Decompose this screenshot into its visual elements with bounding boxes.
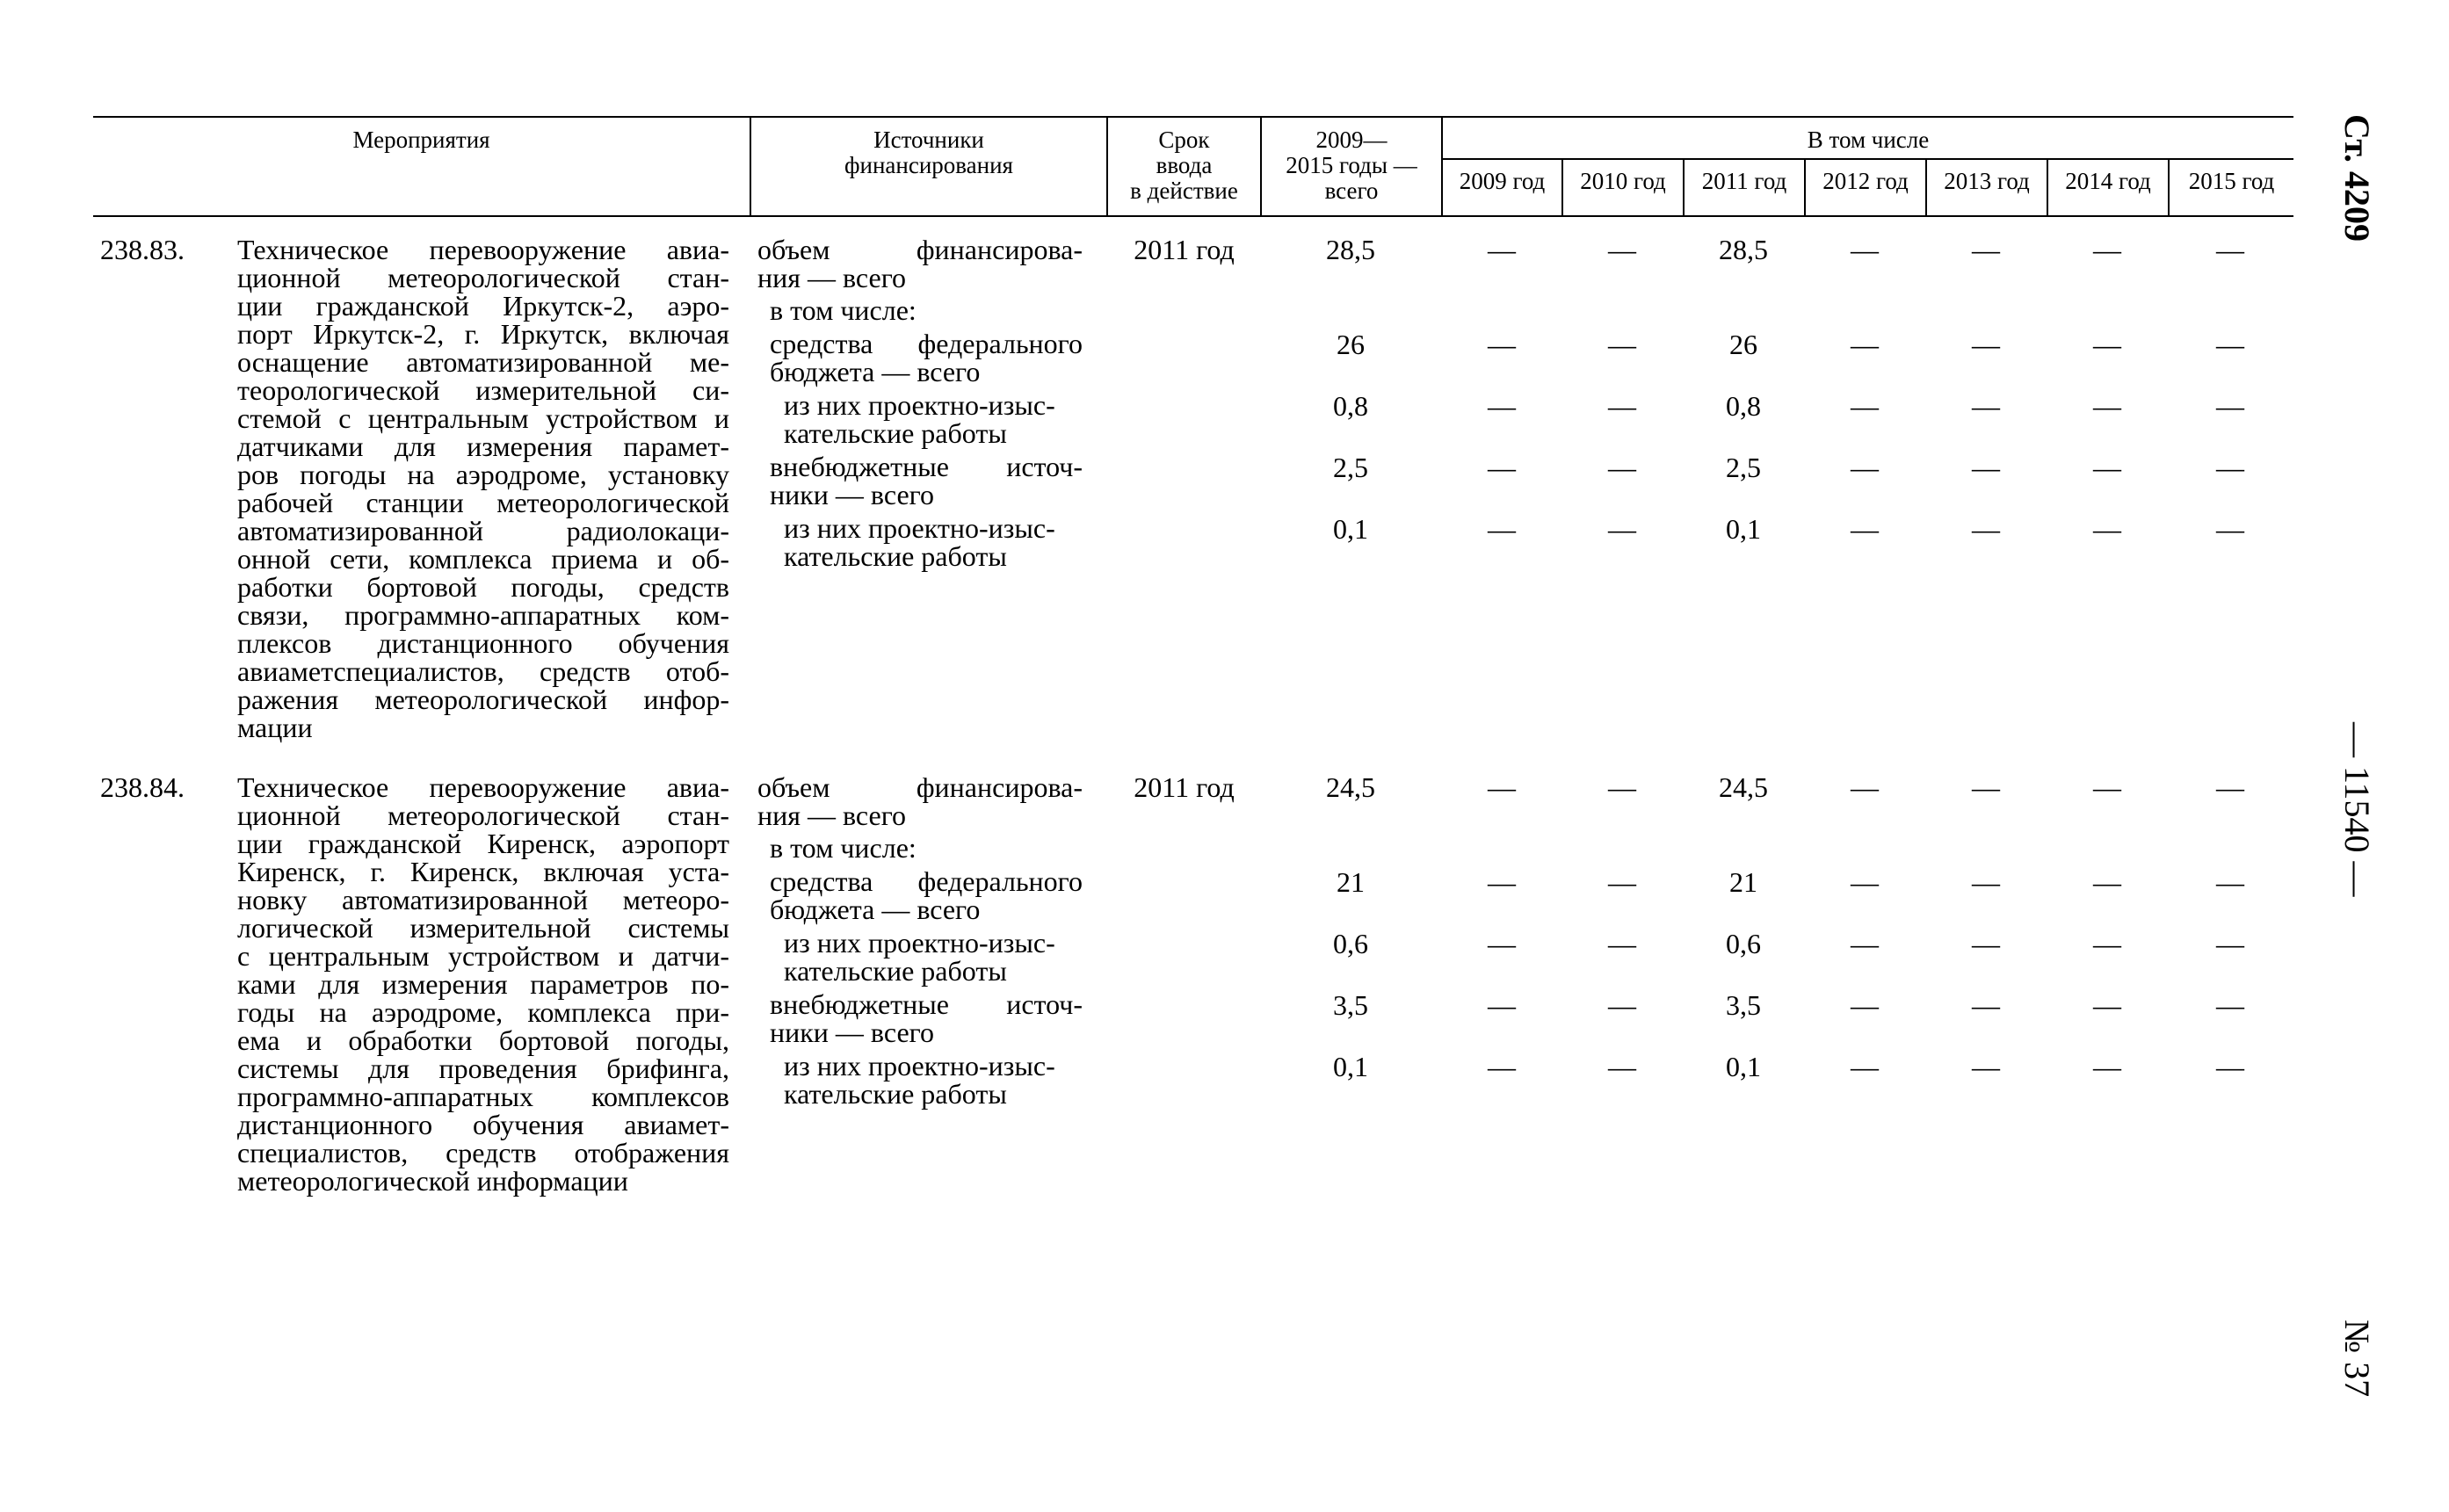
header-year: 2009 год [1459,168,1546,194]
description-line: логической измерительной системы [237,912,729,944]
source-total [757,773,1083,829]
header-term-line1: Срок [1158,127,1210,153]
source-line: кательские работы [784,955,1007,987]
value-year: — [2216,390,2244,422]
description-line: авиаметспециалистов, средств отоб- [237,655,729,687]
value-year: — [1851,329,1879,360]
row-description [237,773,729,1195]
value-year: 0,8 [1726,390,1761,422]
description-line: годы на аэродроме, комплекса при- [237,996,729,1028]
source-including [770,296,917,324]
value-year: — [1851,866,1879,898]
header-sources-line1: Источники [873,127,984,153]
source-extrabudget-rd [784,1052,1083,1108]
description-line: системы для проведения брифинга, [237,1053,729,1084]
value-year: — [1488,513,1516,545]
description-line: ражения метеорологической инфор- [237,684,729,715]
value-year: — [1972,329,2000,360]
description-line: оснащение автоматизированной ме- [237,346,729,378]
description-line: ционной метеорологической стан- [237,799,729,831]
value-year: — [1488,866,1516,898]
header-sources-line2: финансирования [844,152,1013,178]
source-extrabudget [770,990,1083,1046]
value-year: — [1851,513,1879,545]
description-line: плексов дистанционного обучения [237,627,729,659]
value-year: 0,6 [1726,928,1761,959]
value-total: 0,1 [1333,1051,1368,1082]
source-line: из них проектно-изыс- [784,927,1055,959]
value-year: — [1608,390,1636,422]
row-number: 238.84. [100,771,185,803]
description-line: мации [237,712,313,743]
value-total: 24,5 [1326,771,1375,803]
source-line: объем финансирова- [757,234,1083,265]
value-year: — [2093,1051,2121,1082]
value-total: 28,5 [1326,234,1375,265]
source-line: средства федерального [770,865,1083,897]
description-line: новку автоматизированной метеоро- [237,884,729,915]
source-federal-rd [784,391,1083,447]
description-line: ции гражданской Киренск, аэропорт [237,828,729,859]
description-line: ров погоды на аэродроме, установку [237,459,729,490]
description-line: датчиками для измерения парамет- [237,430,729,462]
description-line: связи, программно-аппаратных ком- [237,599,729,631]
source-line: в том числе: [770,832,917,864]
value-year: — [2216,866,2244,898]
issue-number: № 37 [2337,1320,2377,1398]
source-extrabudget [770,452,1083,509]
description-line: онной сети, комплекса приема и об- [237,543,729,575]
value-year: — [1972,390,2000,422]
value-year: — [2093,390,2121,422]
value-year: — [2093,771,2121,803]
description-line: Техническое перевооружение авиа- [237,771,729,803]
value-year: — [1851,989,1879,1021]
source-line: ники — всего [770,479,934,510]
value-year: — [1488,234,1516,265]
value-year: — [1488,390,1516,422]
source-line: внебюджетные источ- [770,451,1083,482]
value-total: 3,5 [1333,989,1368,1021]
description-line: Киренск, г. Киренск, включая уста- [237,856,729,887]
value-year: — [2093,866,2121,898]
header-term-line3: в действие [1130,177,1238,204]
value-year: — [1972,452,2000,483]
header-year: 2012 год [1822,168,1909,194]
source-total [757,235,1083,292]
value-year: 24,5 [1719,771,1768,803]
header-year: 2014 год [2065,168,2151,194]
source-line: бюджета — всего [770,893,981,925]
value-year: — [1851,452,1879,483]
value-year: — [2216,1051,2244,1082]
value-total: 21 [1337,866,1365,898]
description-line: ции гражданской Иркутск-2, аэро- [237,290,729,322]
source-line: ния — всего [757,799,907,831]
source-line: из них проектно-изыс- [784,389,1055,421]
value-year: — [1972,513,2000,545]
value-year: — [1608,329,1636,360]
value-year: — [1851,234,1879,265]
description-line: с центральным устройством и датчи- [237,940,729,972]
value-year: — [1851,390,1879,422]
value-year: — [1488,1051,1516,1082]
value-year: 26 [1729,329,1757,360]
description-line: стемой с центральным устройством и [237,402,729,434]
header-term-line2: ввода [1156,152,1213,178]
value-year: — [2093,513,2121,545]
value-year: — [1851,771,1879,803]
source-line: ния — всего [757,262,907,293]
value-year: — [1488,771,1516,803]
header-total-line1: 2009— [1315,127,1388,153]
header-total-line3: всего [1324,177,1379,204]
commissioning-term: 2011 год [1134,771,1235,803]
source-line: в том числе: [770,294,917,326]
value-year: — [2093,928,2121,959]
header-bottom-rule [93,215,2293,217]
value-year: 0,1 [1726,513,1761,545]
page-reference: Ст. 4209 [2337,114,2377,242]
description-line: ками для измерения параметров по- [237,968,729,1000]
source-line: кательские работы [784,417,1007,449]
value-year: 2,5 [1726,452,1761,483]
header-year: 2011 год [1701,168,1787,194]
value-total: 2,5 [1333,452,1368,483]
value-year: — [1608,1051,1636,1082]
commissioning-term: 2011 год [1134,234,1235,265]
value-year: — [1972,234,2000,265]
value-year: — [1608,866,1636,898]
page-number: — 11540 — [2337,722,2377,897]
description-line: Техническое перевооружение авиа- [237,234,729,265]
value-total: 26 [1337,329,1365,360]
value-year: — [2093,989,2121,1021]
value-year: — [1488,928,1516,959]
source-federal-rd [784,929,1083,985]
value-total: 0,1 [1333,513,1368,545]
source-line: кательские работы [784,540,1007,572]
value-year: — [1488,329,1516,360]
header-top-rule [93,116,2293,118]
value-year: — [1608,771,1636,803]
description-line: дистанционного обучения авиамет- [237,1109,729,1140]
description-line: порт Иркутск-2, г. Иркутск, включая [237,318,729,350]
header-total [1262,127,1441,204]
source-line: кательские работы [784,1078,1007,1110]
value-year: — [2216,234,2244,265]
description-line: специалистов, средств отображения [237,1137,729,1168]
description-line: теорологической измерительной си- [237,374,729,406]
value-year: — [2093,452,2121,483]
header-year: 2010 год [1580,168,1666,194]
value-year: — [1608,513,1636,545]
value-year: — [2216,329,2244,360]
value-year: — [1851,1051,1879,1082]
value-year: — [1972,866,2000,898]
value-year: — [2216,989,2244,1021]
value-year: — [1608,989,1636,1021]
value-year: — [1608,452,1636,483]
source-line: средства федерального [770,328,1083,359]
value-year: — [1972,1051,2000,1082]
value-year: — [1972,928,2000,959]
header-term [1108,127,1260,204]
header-total-line2: 2015 годы — [1286,152,1417,178]
value-year: 0,1 [1726,1051,1761,1082]
header-year: 2013 год [1944,168,2030,194]
value-year: — [2093,234,2121,265]
description-line: автоматизированной радиолокаци- [237,515,729,546]
header-years-rule [1441,158,2293,160]
value-year: 21 [1729,866,1757,898]
header-sources [751,127,1106,178]
value-year: — [1851,928,1879,959]
source-including [770,834,917,862]
description-line: работки бортовой погоды, средств [237,571,729,603]
source-line: ники — всего [770,1016,934,1048]
value-year: — [1972,771,2000,803]
source-line: внебюджетные источ- [770,988,1083,1020]
value-year: 3,5 [1726,989,1761,1021]
row-number: 238.83. [100,234,185,265]
header-measures: Мероприятия [352,127,490,153]
source-extrabudget-rd [784,514,1083,570]
value-year: — [2216,452,2244,483]
description-line: программно-аппаратных комплексов [237,1081,729,1112]
value-year: — [1972,989,2000,1021]
description-line: рабочей станции метеорологической [237,487,729,518]
value-year: — [1488,989,1516,1021]
description-line: ема и обработки бортовой погоды, [237,1024,729,1056]
value-year: — [1488,452,1516,483]
source-line: из них проектно-изыс- [784,1050,1055,1082]
source-federal [770,329,1083,386]
description-line: метеорологической информации [237,1165,628,1197]
description-line: ционной метеорологической стан- [237,262,729,293]
source-line: объем финансирова- [757,771,1083,803]
value-total: 0,8 [1333,390,1368,422]
value-year: — [2093,329,2121,360]
source-line: бюджета — всего [770,356,981,387]
row-description [237,235,729,742]
header-including: В том числе [1807,127,1930,153]
source-federal [770,867,1083,923]
value-year: — [2216,928,2244,959]
value-year: — [1608,928,1636,959]
value-total: 0,6 [1333,928,1368,959]
value-year: — [1608,234,1636,265]
value-year: 28,5 [1719,234,1768,265]
value-year: — [2216,771,2244,803]
source-line: из них проектно-изыс- [784,512,1055,544]
value-year: — [2216,513,2244,545]
header-year: 2015 год [2188,168,2275,194]
